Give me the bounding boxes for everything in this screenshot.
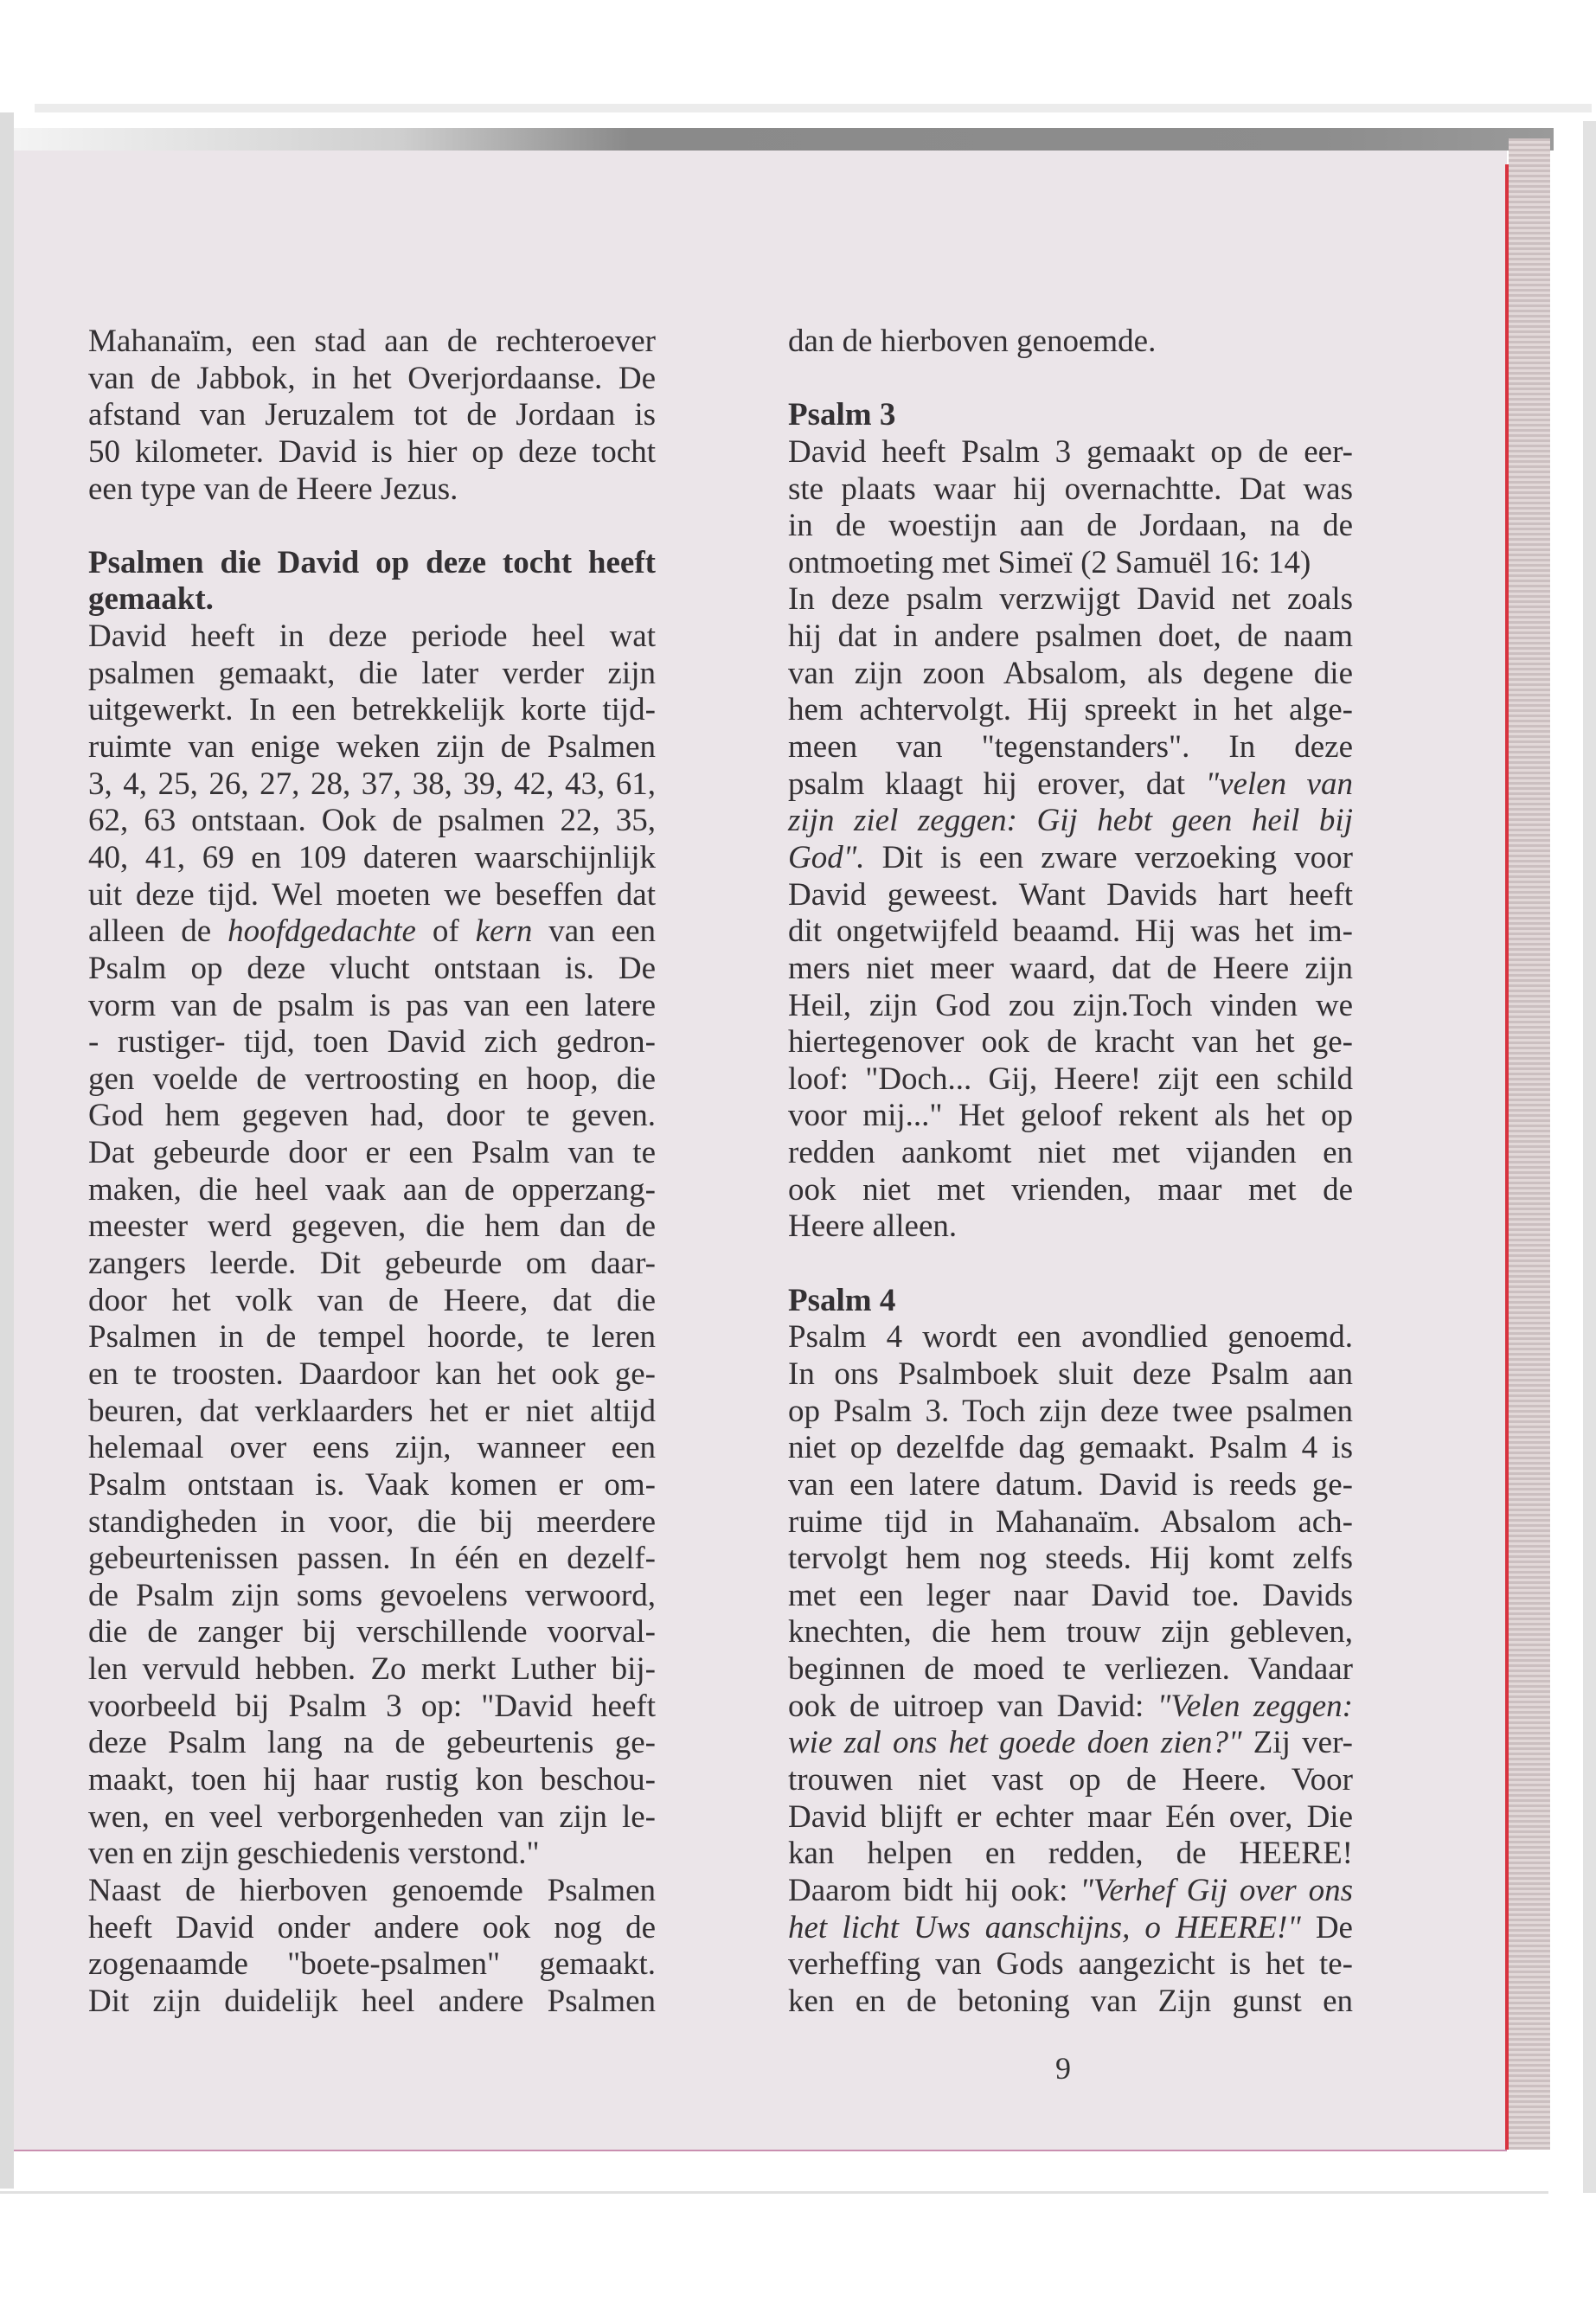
paragraph [88,1873,656,2021]
text-line: van de Jabbok, in het Overjordaanse. De [88,360,656,396]
italic-text: God". [788,839,865,875]
text-line: de Psalm zijn soms gevoelens verwoord, [88,1577,656,1613]
text-line: David heeft Psalm 3 gemaakt op de eer- [788,433,1353,470]
text-line: beuren, dat verklaarders het er niet altijd [88,1393,656,1429]
text-line: helemaal over eens zijn, wanneer een [88,1430,656,1466]
text-line: een type van de Heere Jezus. [88,471,458,507]
italic-text: wie zal ons het goede doen zien?" [788,1725,1242,1761]
text-line: ruimte van enige weken zijn de Psalmen [88,729,656,766]
text-line: dan de hierboven genoemde. [788,324,1157,359]
text-line: 40, 41, 69 en 109 dateren waarschijnlijk [88,839,656,875]
text-line: David geweest. Want Davids hart heeft [788,876,1353,913]
text-line: met een leger naar David toe. Davids [788,1577,1353,1613]
text-line: David blijft er echter maar Eén over, Die [788,1798,1353,1835]
text-line: hij dat in andere psalmen doet, de naam [788,619,1353,655]
text-line: Mahanaïm, een stad aan de rechteroever [88,324,656,359]
text-line: dit ongetwijfeld beaamd. Hij was het im- [788,913,1353,950]
text-line: maken, die heel vaak aan de opperzang- [88,1171,656,1208]
right-text-column [788,324,1353,2020]
text-line: voorbeeld bij Psalm 3 op: "David heeft [88,1688,656,1724]
text-line: ken en de betoning van Zijn gunst en [788,1983,1353,2019]
text-line: trouwen niet vast op de Heere. Voor [788,1761,1353,1798]
text-line: maakt, toen hij haar rustig kon beschou- [88,1761,656,1798]
text-line [788,766,1353,804]
text-line: op Psalm 3. Toch zijn deze twee psalmen [788,1393,1353,1429]
text-line: knechten, die hem trouw zijn gebleven, [788,1614,1353,1650]
text-line: in de woestijn aan de Jordaan, na de [788,508,1353,544]
left-text-column [88,324,656,2020]
text-line: zogenaamde "boete-psalmen" gemaakt. [88,1946,656,1983]
text-line: voor mij..." Het geloof rekent als het op [788,1098,1353,1134]
italic-text: kern [475,913,533,950]
text-line: ruime tijd in Mahanaïm. Absalom ach- [788,1503,1353,1540]
text-line: die de zanger bij verschillende voorval- [88,1614,656,1650]
text-line: van zijn zoon Absalom, als degene die [788,655,1353,691]
text-line: 3, 4, 25, 26, 27, 28, 37, 38, 39, 42, 43, 61, [88,766,656,802]
text-line: David heeft in deze periode heel wat [88,619,656,655]
text-line: uitgewerkt. In een betrekkelijk korte tijd- [88,692,656,728]
italic-text: "Verhef Gij over ons [1080,1872,1353,1908]
text-line: gebeurtenissen passen. In één en dezelf- [88,1541,656,1577]
scan-left-edge [0,112,14,2189]
text-line: God hem gegeven had, door te geven. [88,1098,656,1134]
text-line: heeft David onder andere ook nog de [88,1909,656,1945]
page-number: 9 [1055,2051,1071,2086]
text-line [88,913,656,951]
paragraph [88,619,656,1873]
text-line: 50 kilometer. David is hier op deze tocht [88,433,656,470]
scan-bottom-edge [0,2191,1548,2194]
section-heading [788,1283,1353,1320]
text-line: niet op dezelfde dag gemaakt. Psalm 4 is [788,1430,1353,1466]
text-line: Psalm op deze vlucht ontstaan is. De [88,950,656,986]
text-line: 62, 63 ontstaan. Ook de psalmen 22, 35, [88,803,656,839]
text-line [788,1910,1353,1947]
text-segment: psalm klaagt hij erover, dat [788,766,1206,802]
text-line: kan helpen en redden, de HEERE! [788,1836,1353,1872]
text-line: gen voelde de vertroosting en hoop, die [88,1061,656,1097]
text-segment: Dit is een zware verzoeking voor [864,839,1353,875]
italic-text: hoofdgedachte [228,913,416,950]
section-heading [88,545,656,619]
text-line: van een latere datum. David is reeds ge- [788,1466,1353,1503]
text-line: Psalm 3 [788,397,896,433]
text-line: hem achtervolgt. Hij spreekt in het alge- [788,692,1353,728]
text-line: gemaakt. [88,581,214,618]
text-line: afstand van Jeruzalem tot de Jordaan is [88,397,656,433]
scan-top-shadow [35,104,1592,112]
italic-text: het licht Uws aanschijns, o HEERE!" [788,1909,1301,1945]
text-line [788,803,1353,840]
text-line: meester werd gegeven, die hem dan de [88,1208,656,1245]
text-line: Psalmen in de tempel hoorde, te leren [88,1319,656,1356]
text-line: uit deze tijd. Wel moeten we beseffen dat [88,876,656,913]
text-line: beginnen de moed te verliezen. Vandaar [788,1651,1353,1688]
text-segment: De [1300,1909,1353,1945]
text-line: In deze psalm verzwijgt David net zoals [788,581,1353,618]
text-line: hiertegenover ook de kracht van het ge- [788,1024,1353,1061]
text-line: len vervuld hebben. Zo merkt Luther bij- [88,1651,656,1688]
text-line: Dat gebeurde door er een Psalm van te [88,1135,656,1171]
text-line: Dit zijn duidelijk heel andere Psalmen [88,1983,656,2019]
page-edge-red-line [1505,164,1509,2150]
paragraph [788,324,1353,361]
text-line: wen, en veel verborgenheden van zijn le- [88,1798,656,1835]
text-line: tervolgt hem nog steeds. Hij komt zelfs [788,1541,1353,1577]
scan-right-edge [1583,121,1596,2193]
text-line: Psalm 4 wordt een avondlied genoemd. [788,1319,1353,1356]
text-line: Heere alleen. [788,1208,958,1245]
text-line [788,1725,1353,1762]
text-segment: ook de uitroep van David: [788,1688,1157,1724]
paragraph [88,324,656,508]
text-segment: of [415,913,476,950]
text-segment: Zij ver- [1241,1725,1353,1761]
text-line: en te troosten. Daardoor kan het ook ge- [88,1356,656,1392]
text-line: - rustiger- tijd, toen David zich gedron- [88,1024,656,1061]
text-line: Heil, zijn God zou zijn.Toch vinden we [788,987,1353,1023]
text-segment: alleen de [88,913,228,950]
paragraph [788,1319,1353,2020]
text-line: ook niet met vrienden, maar met de [788,1171,1353,1208]
italic-text: "velen van [1205,766,1353,802]
text-line: redden aankomt niet met vijanden en [788,1135,1353,1171]
text-line [788,1873,1353,1910]
text-line: ontmoeting met Simeï (2 Samuël 16: 14) [788,544,1311,580]
italic-text: "Velen zeggen: [1157,1688,1353,1724]
text-line [788,1689,1353,1726]
text-line: Psalm 4 [788,1282,896,1318]
text-line: Psalm ontstaan is. Vaak komen er om- [88,1466,656,1503]
book-cover-cloth [1509,138,1550,2150]
text-line: Naast de hierboven genoemde Psalmen [88,1872,656,1908]
text-line: meen van "tegenstanders". In deze [788,729,1353,766]
italic-text: zijn ziel zeggen: Gij hebt geen heil bij [788,803,1353,839]
text-line: In ons Psalmboek sluit deze Psalm aan [788,1356,1353,1392]
paragraph [788,434,1353,582]
text-segment: Daarom bidt hij ook: [788,1872,1080,1908]
paragraph [788,581,1353,1246]
text-line: ven en zijn geschiedenis verstond." [88,1836,540,1872]
text-line: psalmen gemaakt, die later verder zijn [88,655,656,691]
text-line: door het volk van de Heere, dat die [88,1282,656,1318]
text-line: zangers leerde. Dit gebeurde om daar- [88,1246,656,1282]
text-line: vorm van de psalm is pas van een latere [88,987,656,1023]
text-line: ste plaats waar hij overnachtte. Dat was [788,471,1353,507]
text-line: verheffing van Gods aangezicht is het te- [788,1946,1353,1983]
text-line: standigheden in voor, die bij meerdere [88,1503,656,1540]
page-top-binding [14,128,1554,151]
text-line [788,840,1353,877]
text-line: deze Psalm lang na de gebeurtenis ge- [88,1725,656,1761]
text-line: mers niet meer waard, dat de Heere zijn [788,950,1353,986]
text-segment: van een [532,913,656,950]
text-line: loof: "Doch... Gij, Heere! zijt een schild [788,1061,1353,1097]
text-line: Psalmen die David op deze tocht heeft [88,544,656,580]
section-heading [788,397,1353,434]
